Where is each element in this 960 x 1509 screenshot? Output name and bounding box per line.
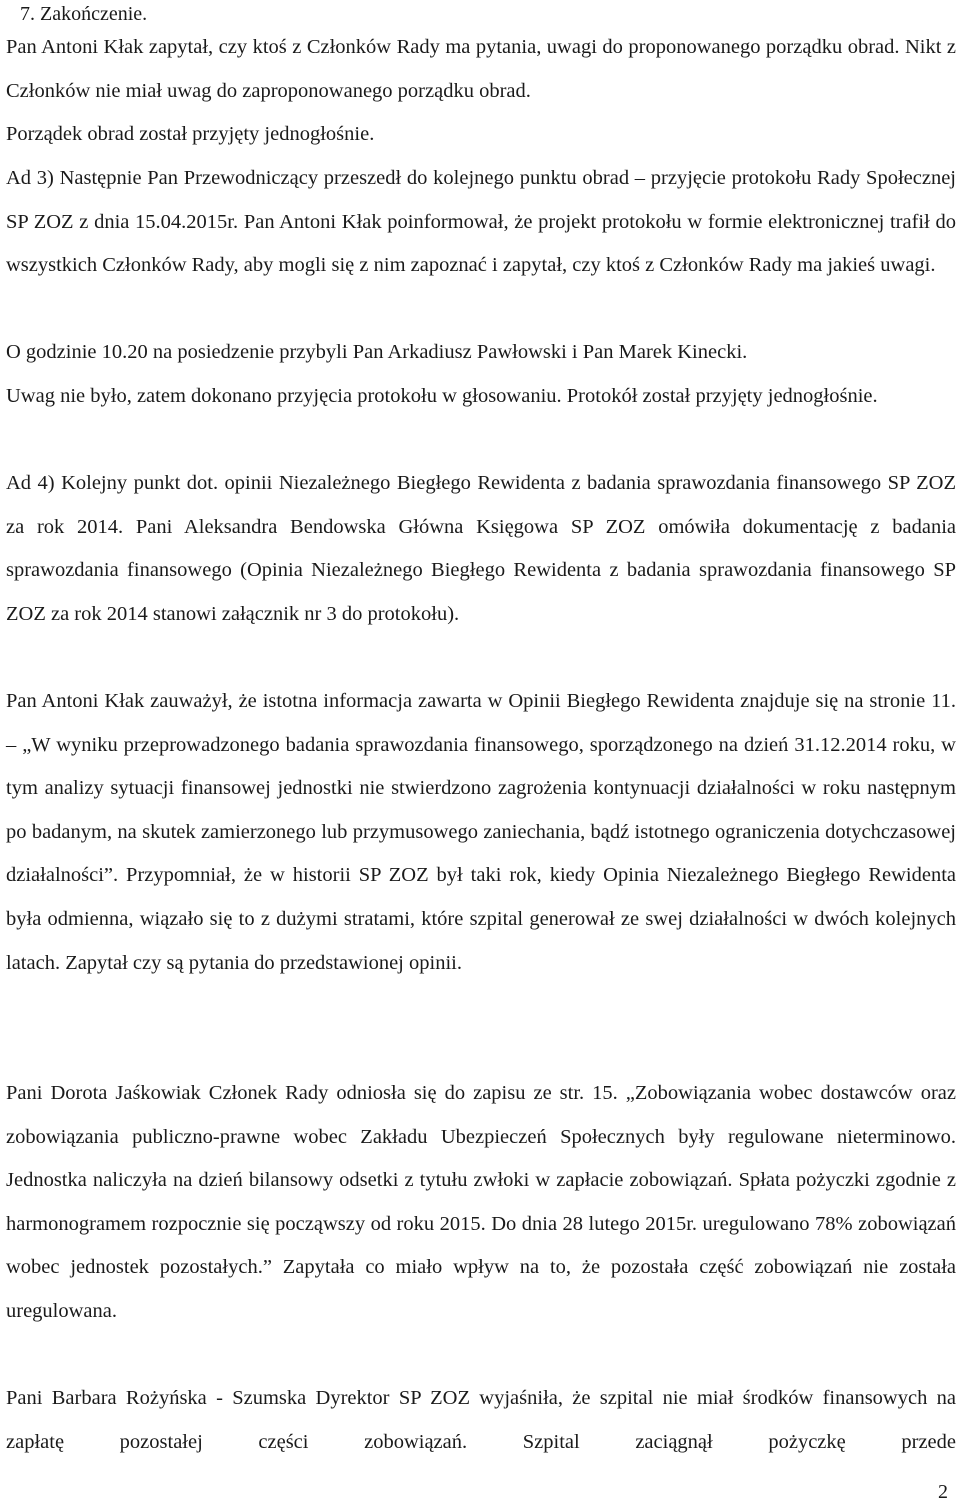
paragraph-arrivals: O godzinie 10.20 na posiedzenie przybyli Pan Arkadiusz Pawłowski i Pan Marek Kinecki.	[6, 341, 748, 363]
paragraph-chairman-remark: Pan Antoni Kłak zauważył, że istotna informacja zawarta w Opinii Biegłego Rewidenta znajduje się na stronie 11. – „W wyniku przeprowadzonego badania sprawozdania finansowego, sporządzonego na dzień 31.12.2014 roku, w tym analizy sytuacji finansowej jednostki nie stwierdzono zagrożenia kontynuacji działalności w roku następnym po badanym, na skutek zamierzonego lub przymusowego zaniechania, bądź istotnego ograniczenia dotychczasowej działalności”. Przypomniał, że w historii SP ZOZ był taki rok, kiedy Opinia Niezależnego Biegłego Rewidenta była odmienna, wiązało się to z dużymi stratami, które szpital generował ze swej działalności w dwóch kolejnych latach. Zapytał czy są pytania do przedstawionej opinii.	[6, 690, 956, 974]
paragraph-agenda-accepted: Porządek obrad został przyjęty jednogłośnie.	[6, 123, 375, 145]
page-number: 2	[938, 1481, 948, 1503]
paragraph-protocol-vote: Uwag nie było, zatem dokonano przyjęcia protokołu w głosowaniu. Protokół został przyjęty jednogłośnie.	[6, 385, 878, 407]
paragraph-auditor-opinion: Ad 4) Kolejny punkt dot. opinii Niezależnego Biegłego Rewidenta z badania sprawozdania finansowego SP ZOZ za rok 2014. Pani Aleksandra Bendowska Główna Księgowa SP ZOZ omówiła dokumentację z badania sprawozdania finansowego (Opinia Niezależnego Biegłego Rewidenta z badania sprawozdania finansowego SP ZOZ za rok 2014 stanowi załącznik nr 3 do protokołu).	[6, 472, 956, 625]
section-heading: 7. Zakończenie.	[20, 3, 148, 25]
paragraph-director-answer: Pani Barbara Rożyńska - Szumska Dyrektor SP ZOZ wyjaśniła, że szpital nie miał środków finansowych na zapłatę pozostałej części zobowiązań. Szpital zaciągnął pożyczkę przede	[6, 1387, 956, 1453]
paragraph-agenda: Pan Antoni Kłak zapytał, czy ktoś z Członków Rady ma pytania, uwagi do proponowanego porządku obrad. Nikt z Członków nie miał uwag do zaproponowanego porządku obrad.	[6, 36, 956, 102]
paragraph-protocol: Ad 3) Następnie Pan Przewodniczący przeszedł do kolejnego punktu obrad – przyjęcie protokołu Rady Społecznej SP ZOZ z dnia 15.04.2015r. Pan Antoni Kłak poinformował, że projekt protokołu w formie elektronicznej trafił do wszystkich Członków Rady, aby mogli się z nim zapoznać i zapytał, czy ktoś z Członków Rady ma jakieś uwagi.	[6, 167, 956, 277]
paragraph-board-member-question: Pani Dorota Jaśkowiak Członek Rady odniosła się do zapisu ze str. 15. „Zobowiązania wobec dostawców oraz zobowiązania publiczno-prawne wobec Zakładu Ubezpieczeń Społecznych były regulowane nieterminowo. Jednostka naliczyła na dzień bilansowy odsetki z tytułu zwłoki w zapłacie zobowiązań. Spłata pożyczki zgodnie z harmonogramem rozpocznie się począwszy od roku 2015. Do dnia 28 lutego 2015r. uregulowano 78% zobowiązań wobec jednostek pozostałych.” Zapytała co miało wpływ na to, że pozostała część zobowiązań nie została uregulowana.	[6, 1082, 956, 1322]
